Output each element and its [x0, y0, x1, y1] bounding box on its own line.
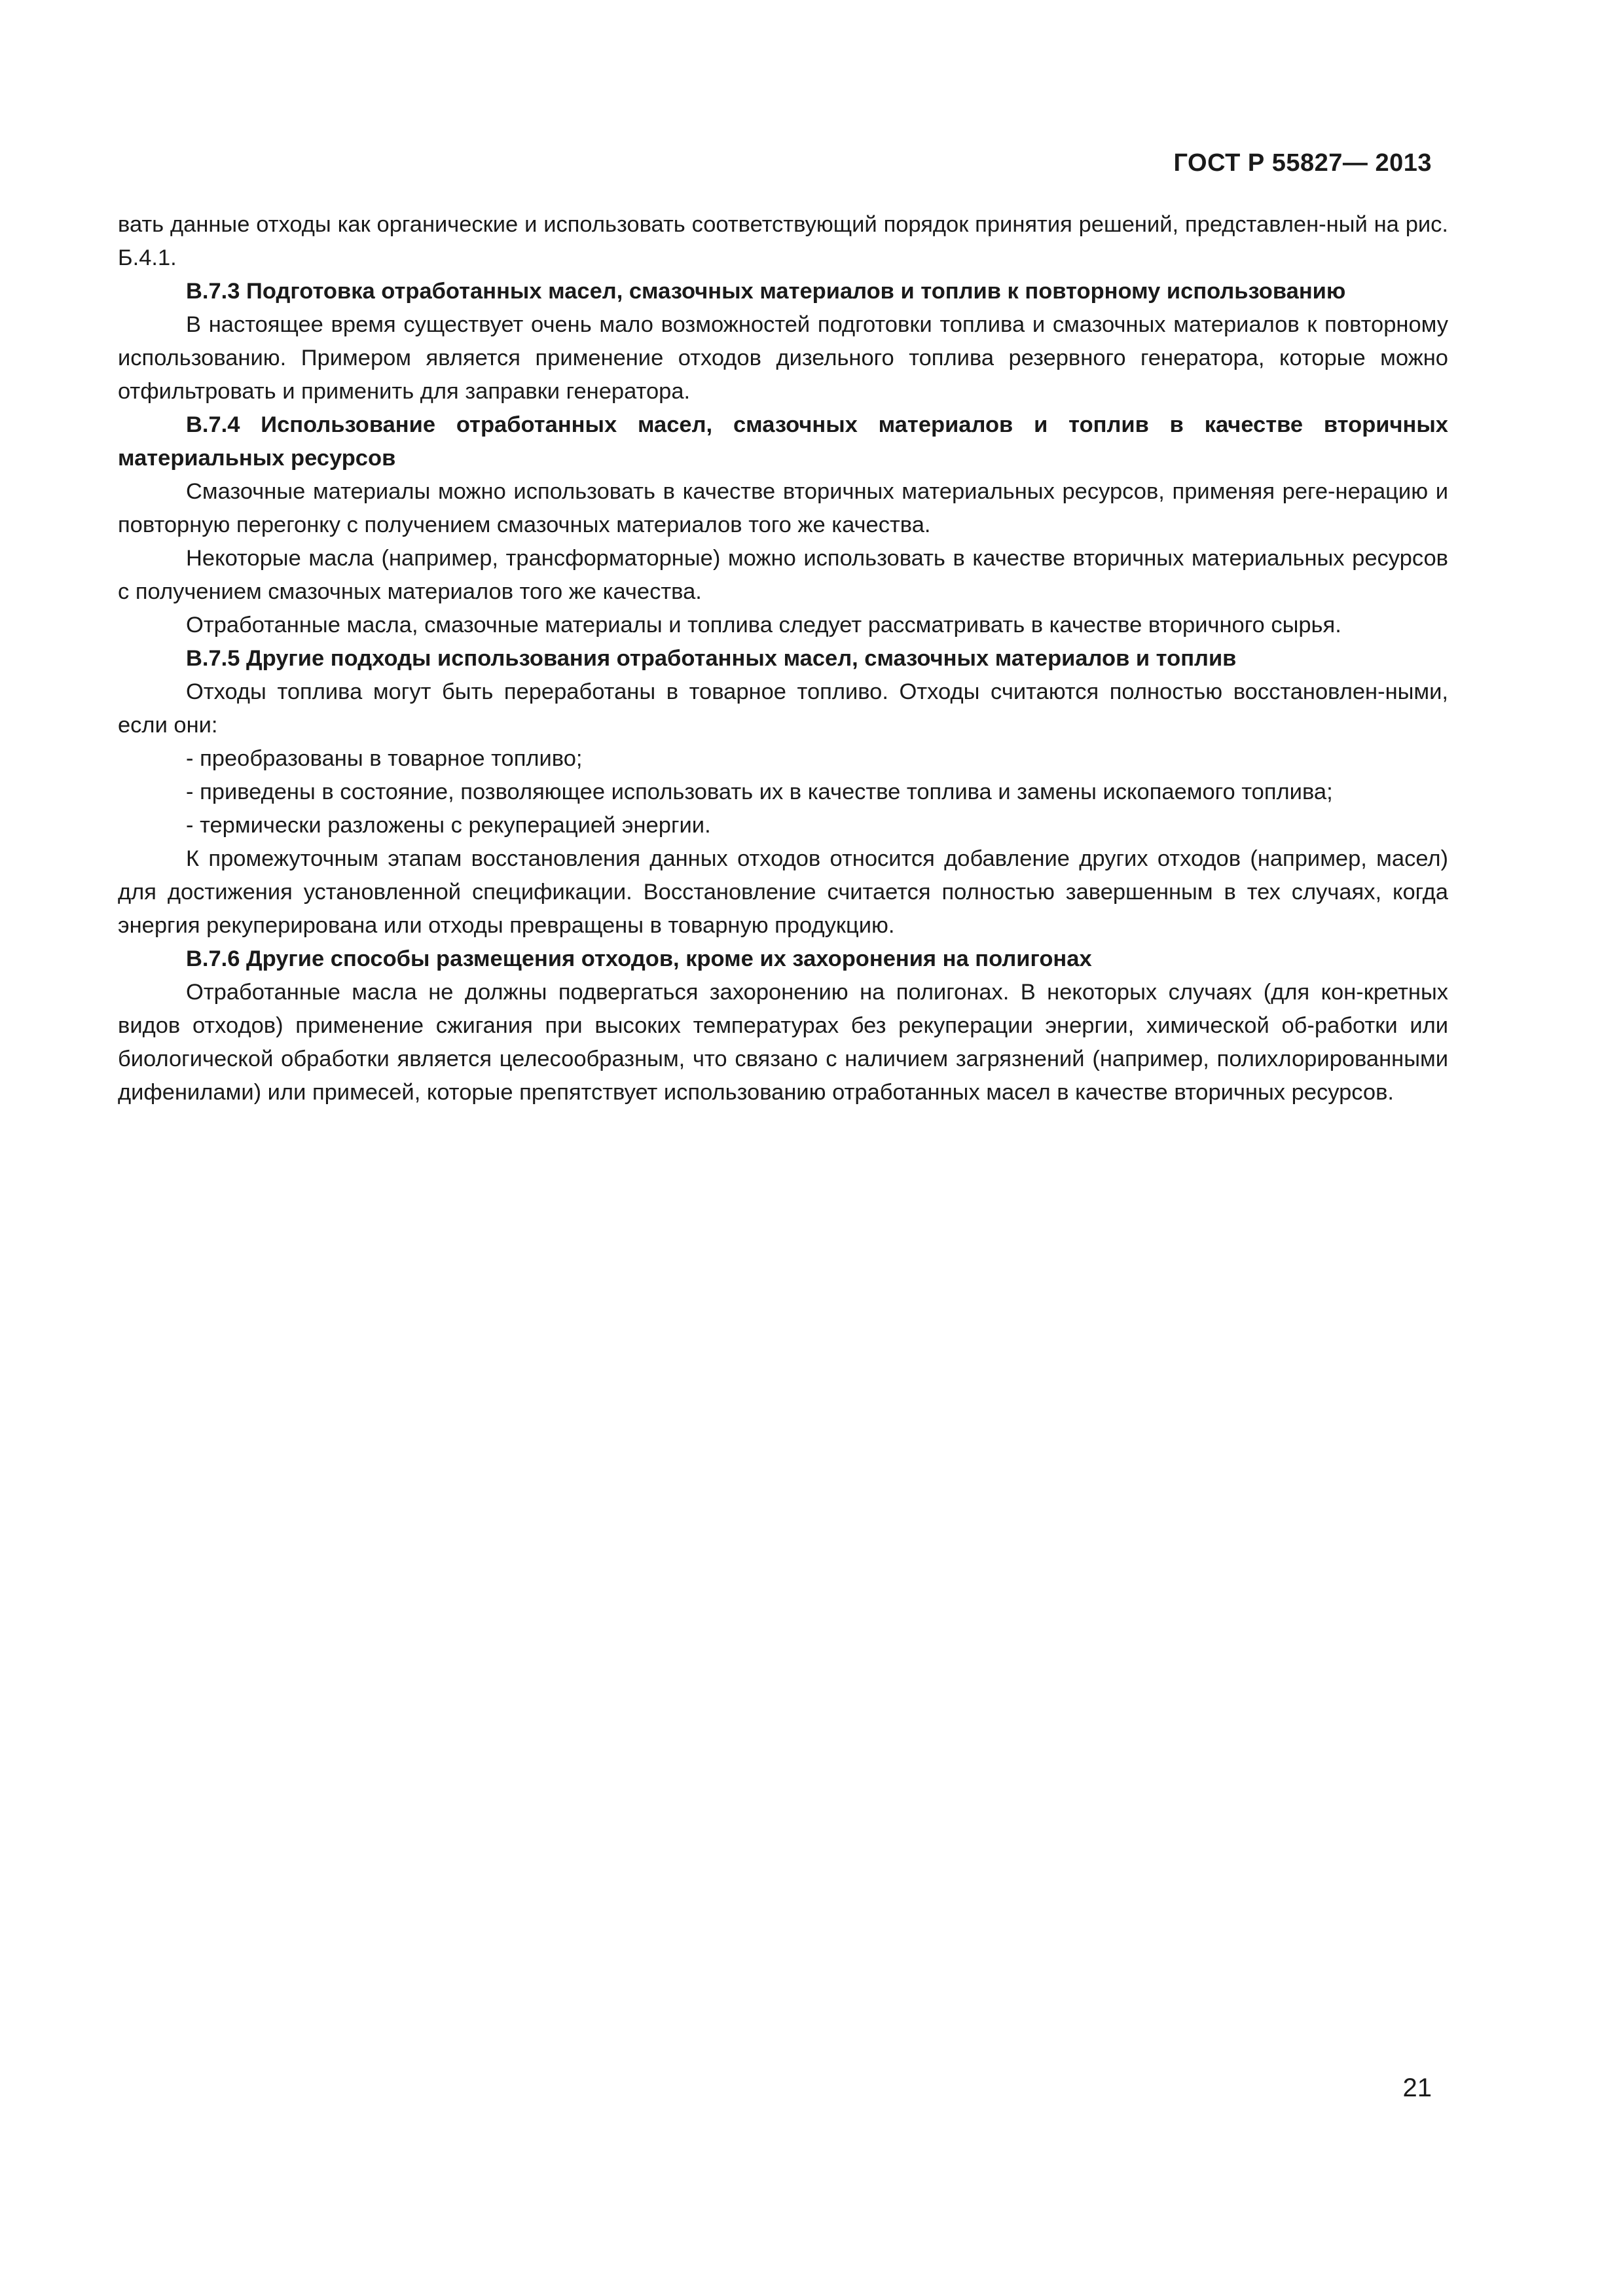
page-number: 21 [1402, 2073, 1432, 2102]
section-heading-b-7-4: В.7.4 Использование отработанных масел, смазочных материалов и топлив в качестве вторичных материальных ресурсов [118, 412, 1448, 471]
paragraph: Смазочные материалы можно использовать в качестве вторичных материальных ресурсов, применяя реге-нерацию и повторную перегонку с получением смазочных материалов того же качества. [118, 479, 1448, 537]
standard-code-header: ГОСТ Р 55827— 2013 [1173, 149, 1432, 177]
paragraph: В настоящее время существует очень мало возможностей подготовки топлива и смазочных материалов к повторному использованию. Примером является применение отходов дизельного топлива резервного генератора, которые можно отфильтровать и применить для заправки генератора. [118, 312, 1448, 404]
paragraph: Отходы топлива могут быть переработаны в товарное топливо. Отходы считаются полностью восстановлен-ными, если они: [118, 679, 1448, 738]
list-item: - преобразованы в товарное топливо; [186, 746, 583, 771]
list-item: - термически разложены с рекуперацией энергии. [186, 813, 711, 838]
paragraph: Отработанные масла не должны подвергаться захоронению на полигонах. В некоторых случаях (для кон-кретных видов отходов) применение сжигания при высоких температурах без рекуперации энергии, химической об-работки или биологической обработки является целесообразным, что связано с наличием загрязнений (например, полихлорированными дифенилами) или примесей, которые препятствует использованию отработанных масел в качестве вторичных ресурсов. [118, 980, 1448, 1105]
paragraph: Отработанные масла, смазочные материалы и топлива следует рассматривать в качестве вторичного сырья. [186, 613, 1341, 637]
section-heading-b-7-3: В.7.3 Подготовка отработанных масел, смазочных материалов и топлив к повторному использованию [186, 279, 1346, 304]
section-heading-b-7-5: В.7.5 Другие подходы использования отработанных масел, смазочных материалов и топлив [186, 646, 1237, 671]
paragraph: Некоторые масла (например, трансформаторные) можно использовать в качестве вторичных материальных ресурсов с получением смазочных материалов того же качества. [118, 546, 1448, 604]
section-heading-b-7-6: В.7.6 Другие способы размещения отходов, кроме их захоронения на полигонах [186, 946, 1092, 971]
paragraph: К промежуточным этапам восстановления данных отходов относится добавление других отходов (например, масел) для достижения установленной спецификации. Восстановление считается полностью завершенным в тех случаях, когда энергия рекуперирована или отходы превращены в товарную продукцию. [118, 846, 1448, 938]
paragraph-continuation: вать данные отходы как органические и использовать соответствующий порядок принятия решений, представлен-ный на рис. Б.4.1. [118, 212, 1448, 270]
document-body [118, 208, 1448, 1109]
list-item: - приведены в состояние, позволяющее использовать их в качестве топлива и замены ископаемого топлива; [186, 780, 1333, 804]
